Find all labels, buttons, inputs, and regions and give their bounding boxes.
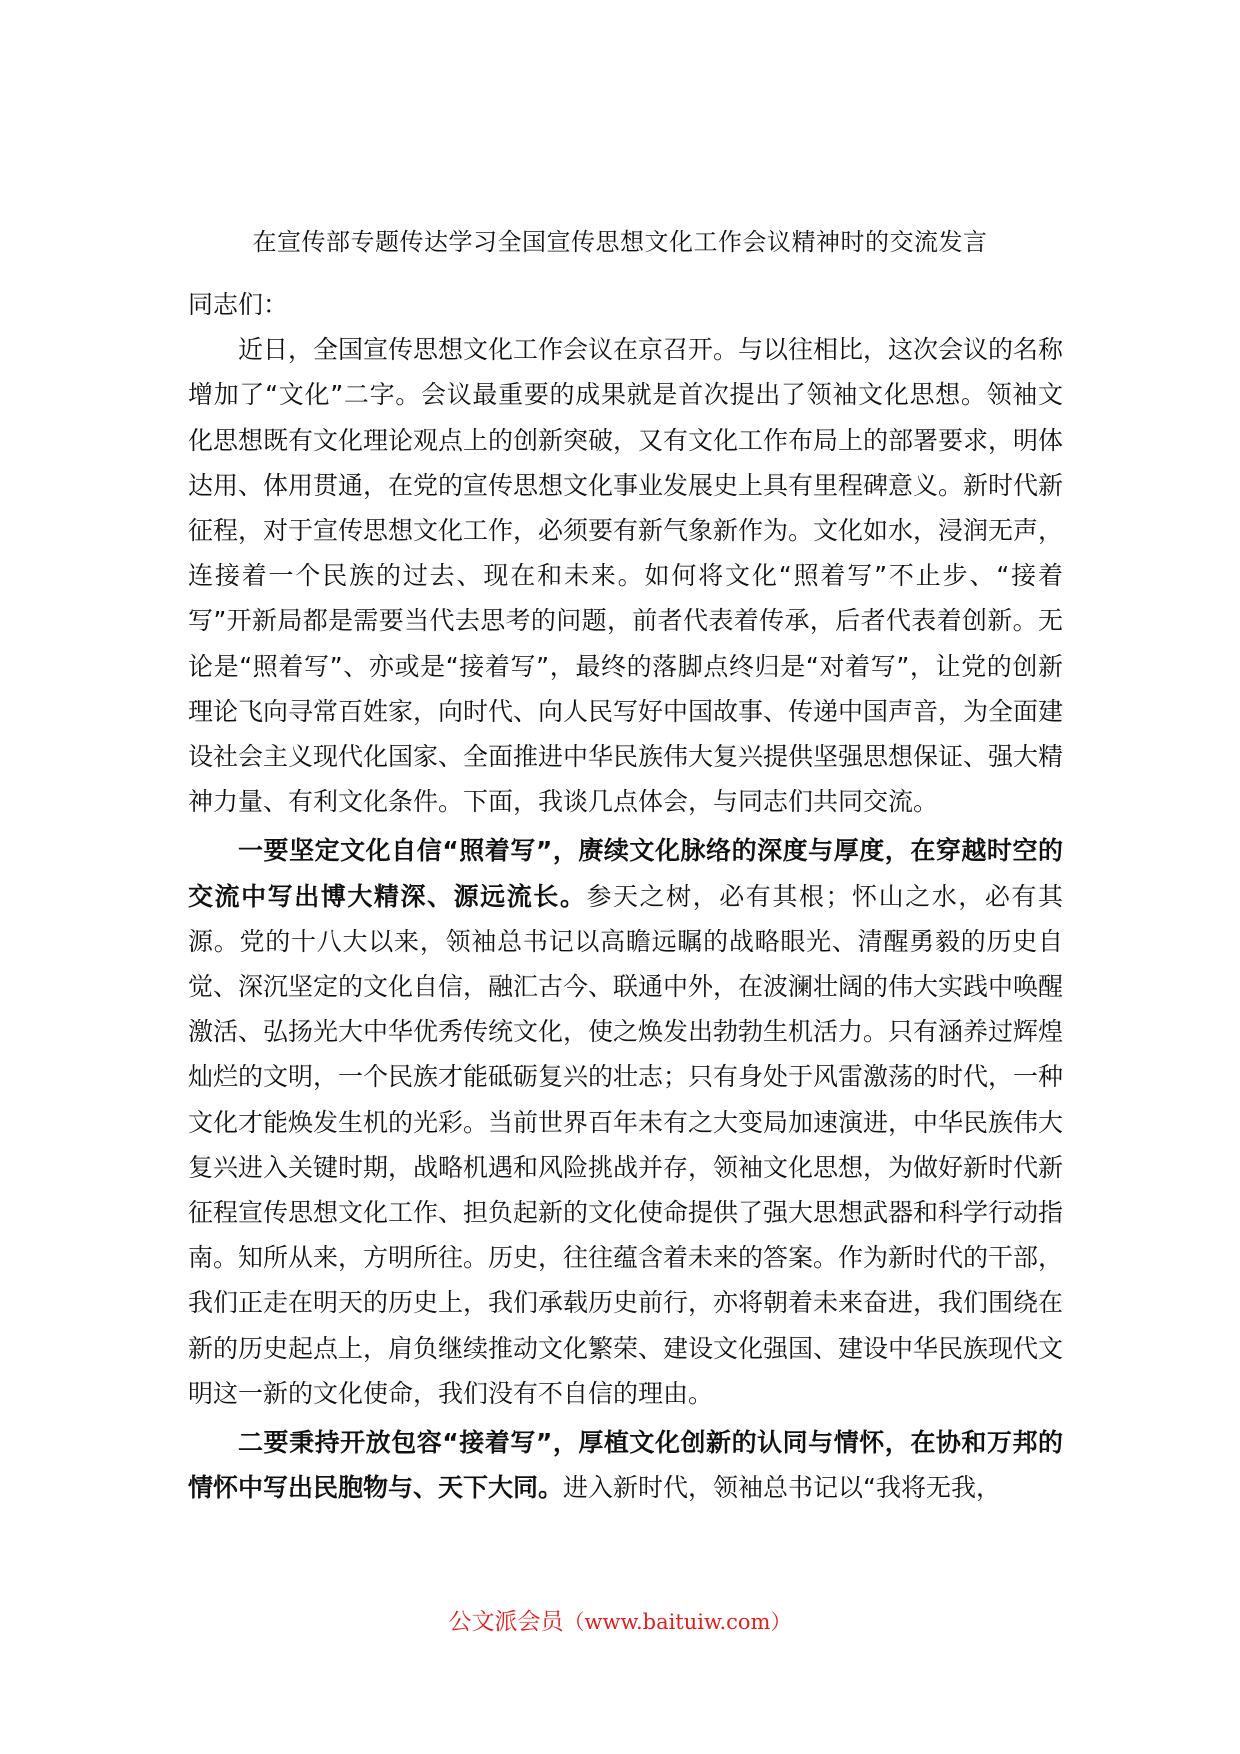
document-title: 在宣传部专题传达学习全国宣传思想文化工作会议精神时的交流发言 (252, 228, 988, 256)
paragraph-text: 近日，全国宣传思想文化工作会议在京召开。与以往相比，这次会议的名称增加了“文化”二字。会议最重要的成果就是首次提出了领袖文化思想。领袖文化思想既有文化理论观点上的创新突破，又有文化工作布局上的部署要求，明体达用、体用贯通，在党的宣传思想文化事业发展史上具有里程碑意义。新时代新征程，对于宣传思想文化工作，必须要有新气象新作为。文化如水，浸润无声，连接着一个民族的过去、现在和未来。如何将文化“照着写”不止步、“接着写”开新局都是需要当代去思考的问题，前者代表着传承，后者代表着创新。无论是“照着写”、亦或是“接着写”，最终的落脚点终归是“对着写”，让党的创新理论飞向寻常百姓家，向时代、向人民写好中国故事、传递中国声音，为全面建设社会主义现代化国家、全面推进中华民族伟大复兴提供坚强思想保证、强大精神力量、有利文化条件。下面，我谈几点体会，与同志们共同交流。 (188, 335, 1064, 817)
paragraph-text: 进入新时代，领袖总书记以“我将无我， (563, 1473, 1001, 1503)
paragraph-lead-heading: 一要坚定文化自信“照着写”，赓续文化脉络的深度与厚度，在穿越时空的交流中写出博大精深、源远流长。 (188, 836, 1063, 911)
document-body (188, 282, 1063, 1510)
footer-watermark (0, 1604, 1240, 1640)
paragraph-point-two (188, 1420, 1063, 1510)
paragraph-lead-heading: 二要秉持开放包容“接着写”，厚植文化创新的认同与情怀，在协和万邦的情怀中写出民胞物与、天下大同。 (188, 1428, 1063, 1503)
paragraph-intro (188, 327, 1063, 824)
watermark-url: （www.baituiw.com） (563, 1610, 792, 1634)
paragraph-point-one (188, 828, 1063, 1416)
paragraph-text: 参天之树，必有其根；怀山之水，必有其源。党的十八大以来，领袖总书记以高瞻远瞩的战略眼光、清醒勇毅的历史自觉、深沉坚定的文化自信，融汇古今、联通中外，在波澜壮阔的伟大实践中唤醒激活、弘扬光大中华优秀传统文化，使之焕发出勃勃生机活力。只有涵养过辉煌灿烂的文明，一个民族才能砥砺复兴的壮志；只有身处于风雷激荡的时代，一种文化才能焕发生机的光彩。当前世界百年未有之大变局加速演进，中华民族伟大复兴进入关键时期，战略机遇和风险挑战并存，领袖文化思想，为做好新时代新征程宣传思想文化工作、担负起新的文化使命提供了强大思想武器和科学行动指南。知所从来，方明所往。历史，往往蕴含着未来的答案。作为新时代的干部，我们正走在明天的历史上，我们承载历史前行，亦将朝着未来奋进，我们围绕在新的历史起点上，肩负继续推动文化繁荣、建设文化强国、建设中华民族现代文明这一新的文化使命，我们没有不自信的理由。 (188, 881, 1064, 1408)
salutation: 同志们： (188, 290, 289, 319)
watermark-label: 公文派会员 (448, 1609, 564, 1635)
